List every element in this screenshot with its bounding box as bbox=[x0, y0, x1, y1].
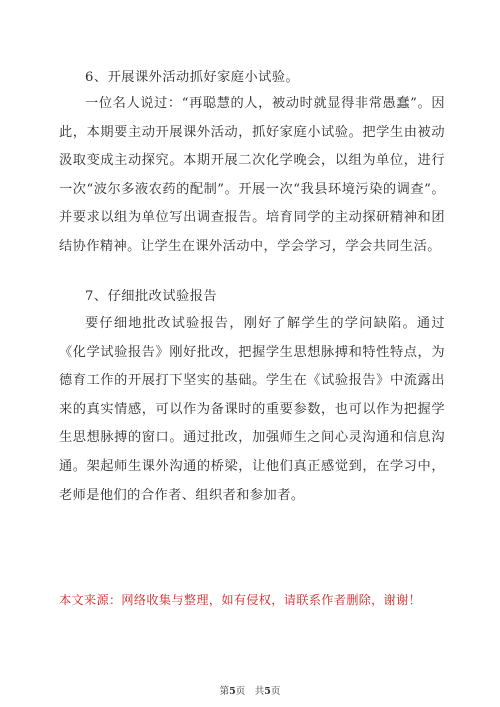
paragraph-section-6: 一位名人说过：“再聪慧的人，被动时就显得非常愚蠢”。因此，本期要主动开展课外活动，抓好家庭小试验。把学生由被动汲取变成主动探究。本期开展二次化学晚会，以组为单位，进行一次“波尔多液农药的配制”。开展一次“我县环境污染的调查”。并要求以组为单位写出调查报告。培育同学的主动探研精神和团结协作精神。让学生在课外活动中，学会学习，学会共同生活。 bbox=[59, 96, 445, 254]
footer-page-mid: 页 共 bbox=[235, 686, 265, 697]
section-heading-7: 7、仔细批改试验报告 bbox=[85, 289, 218, 304]
footer-page-prefix: 第 bbox=[219, 686, 230, 697]
footer-page-total: 5 bbox=[264, 686, 271, 697]
page-footer bbox=[0, 683, 500, 697]
paragraph-section-7: 要仔细地批改试验报告，刚好了解学生的学问缺陷。通过《化学试验报告》刚好批改，把握学生思想脉搏和特性特点，为德育工作的开展打下坚实的基础。学生在《试验报告》中流露出来的真实情感，可以作为备课时的重要参数，也可以作为把握学生思想脉搏的窗口。通过批改，加强师生之间心灵沟通和信息沟通。架起师生课外沟通的桥梁，让他们真正感觉到，在学习中，老师是他们的合作者、组织者和参加者。 bbox=[59, 316, 445, 503]
source-note: 本文来源：网络收集与整理，如有侵权，请联系作者删除，谢谢！ bbox=[59, 593, 422, 607]
footer-page-suffix: 页 bbox=[270, 686, 281, 697]
section-heading-6: 6、开展课外活动抓好家庭小试验。 bbox=[85, 70, 300, 85]
footer-page-current: 5 bbox=[229, 686, 236, 697]
